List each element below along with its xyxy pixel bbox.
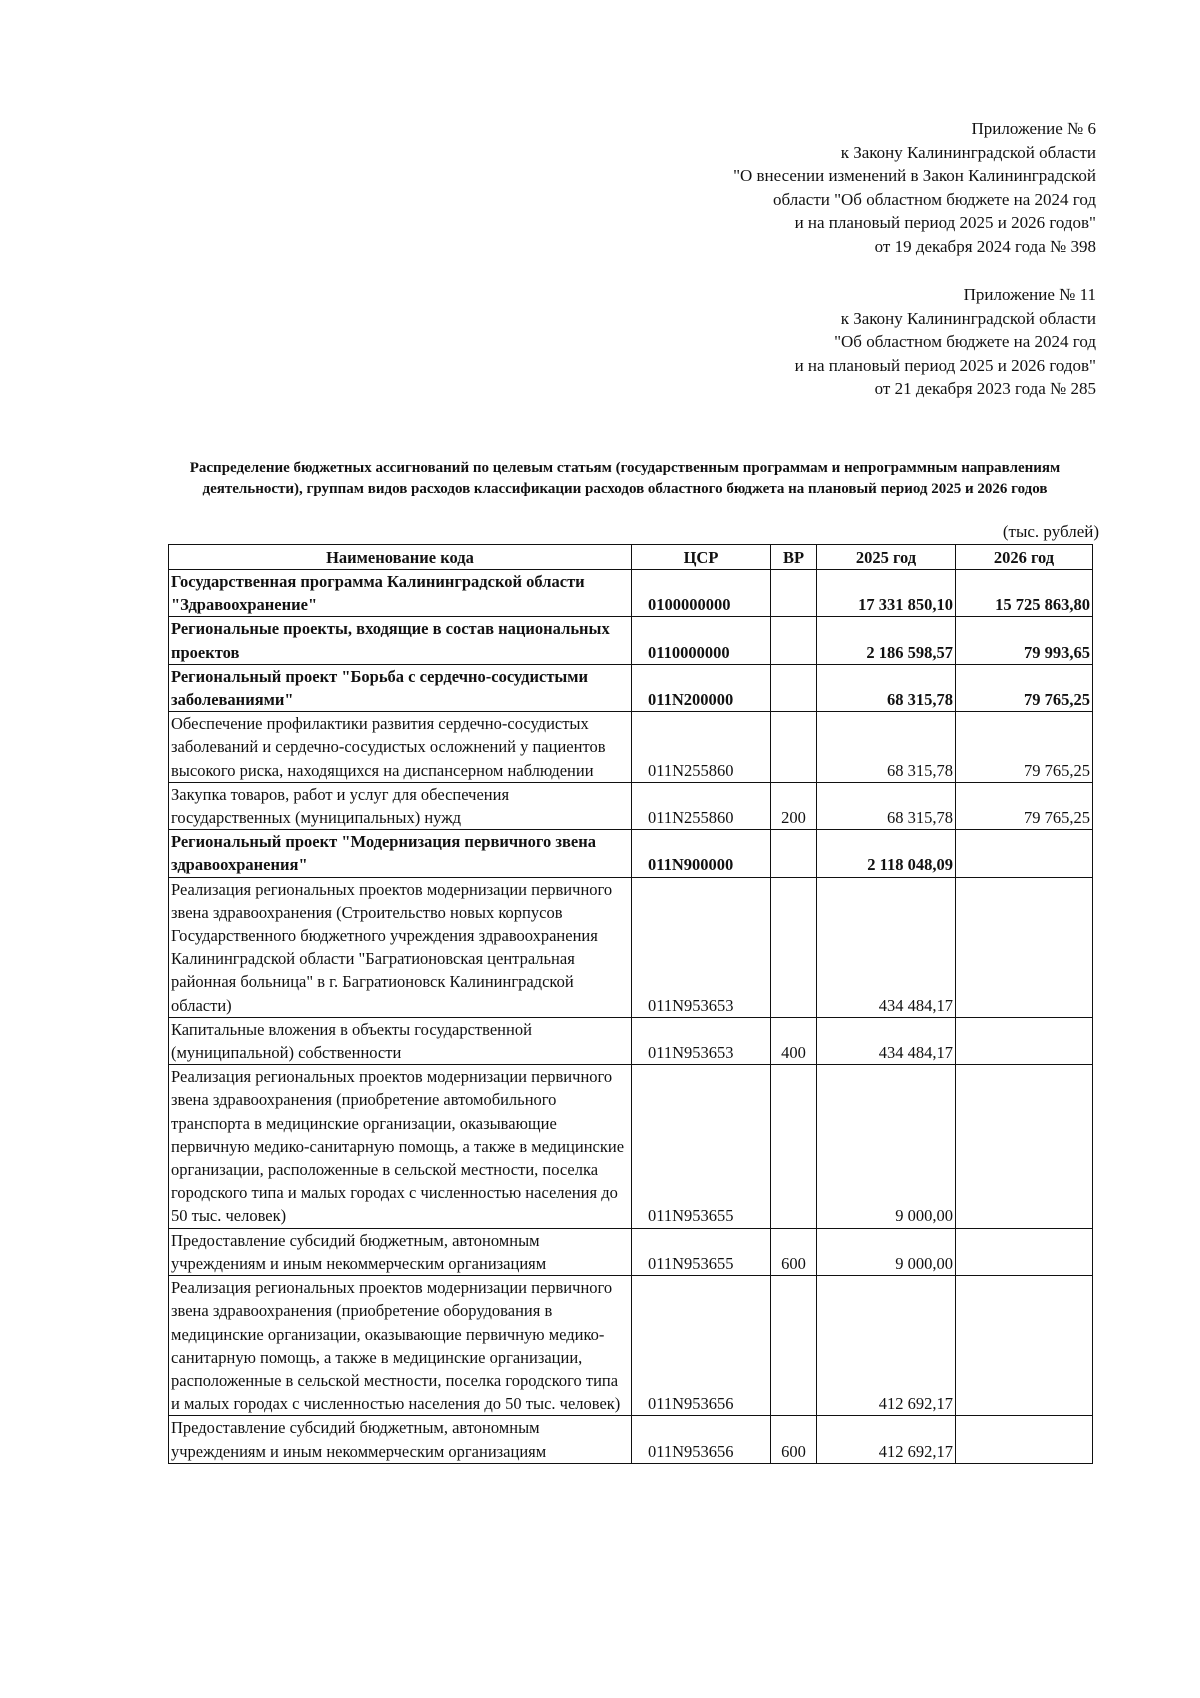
row-2026: 79 765,25 xyxy=(956,782,1093,829)
table-row xyxy=(169,617,1093,664)
annex-line: от 19 декабря 2024 года № 398 xyxy=(874,236,1096,256)
row-csr: 011N953655 xyxy=(632,1065,771,1228)
row-csr: 011N953653 xyxy=(632,1017,771,1064)
row-name: Региональные проекты, входящие в состав национальных проектов xyxy=(169,617,632,664)
row-vr: 600 xyxy=(771,1416,817,1463)
row-csr: 011N953656 xyxy=(632,1276,771,1416)
row-name: Региональный проект "Модернизация первичного звена здравоохранения" xyxy=(169,830,632,877)
row-name: Обеспечение профилактики развития сердечно-сосудистых заболеваний и сердечно-сосудистых осложнений у пациентов высокого риска, находящихся на диспансерном наблюдении xyxy=(169,712,632,783)
row-csr: 0100000000 xyxy=(632,570,771,617)
header-csr: ЦСР xyxy=(632,545,771,570)
row-csr: 011N200000 xyxy=(632,664,771,711)
table-row xyxy=(169,1228,1093,1275)
row-2026: 79 765,25 xyxy=(956,664,1093,711)
header-name: Наименование кода xyxy=(169,545,632,570)
row-2025: 9 000,00 xyxy=(817,1228,956,1275)
row-2026 xyxy=(956,830,1093,877)
row-vr: 200 xyxy=(771,782,817,829)
row-2026: 79 765,25 xyxy=(956,712,1093,783)
row-2026 xyxy=(956,1416,1093,1463)
annex-6-header xyxy=(733,117,1096,259)
row-2025: 68 315,78 xyxy=(817,664,956,711)
table-row xyxy=(169,877,1093,1017)
row-2025: 68 315,78 xyxy=(817,712,956,783)
row-2025: 412 692,17 xyxy=(817,1276,956,1416)
row-vr xyxy=(771,664,817,711)
table-row xyxy=(169,1416,1093,1463)
row-2026: 15 725 863,80 xyxy=(956,570,1093,617)
annex-line: и на плановый период 2025 и 2026 годов" xyxy=(794,355,1096,375)
row-vr xyxy=(771,1276,817,1416)
table-row xyxy=(169,782,1093,829)
row-2025: 2 186 598,57 xyxy=(817,617,956,664)
row-name: Капитальные вложения в объекты государственной (муниципальной) собственности xyxy=(169,1017,632,1064)
table-row xyxy=(169,664,1093,711)
row-2026 xyxy=(956,1228,1093,1275)
annex-line: и на плановый период 2025 и 2026 годов" xyxy=(794,213,1096,233)
row-vr xyxy=(771,617,817,664)
row-csr: 011N255860 xyxy=(632,782,771,829)
row-2026: 79 993,65 xyxy=(956,617,1093,664)
row-csr: 011N255860 xyxy=(632,712,771,783)
row-vr xyxy=(771,570,817,617)
row-2025: 412 692,17 xyxy=(817,1416,956,1463)
header-vr: ВР xyxy=(771,545,817,570)
row-name: Закупка товаров, работ и услуг для обеспечения государственных (муниципальных) нужд xyxy=(169,782,632,829)
annex-line: к Закону Калининградской области xyxy=(840,142,1096,162)
annex-line: к Закону Калининградской области xyxy=(840,308,1096,328)
document-title: Распределение бюджетных ассигнований по целевым статьям (государственным программам и непрограммным направлениям деятельности), группам видов расходов классификации расходов областного бюджета на плановый период 2025 и 2026 годов xyxy=(189,460,1061,497)
table-header-row xyxy=(169,545,1093,570)
row-vr xyxy=(771,877,817,1017)
table-row xyxy=(169,1276,1093,1416)
row-vr: 600 xyxy=(771,1228,817,1275)
row-vr xyxy=(771,1065,817,1228)
row-csr: 011N953656 xyxy=(632,1416,771,1463)
header-2026: 2026 год xyxy=(956,545,1093,570)
row-csr: 0110000000 xyxy=(632,617,771,664)
annex-line: "Об областном бюджете на 2024 год xyxy=(834,332,1096,352)
annex-line: Приложение № 6 xyxy=(971,119,1096,138)
row-2025: 434 484,17 xyxy=(817,877,956,1017)
row-name: Реализация региональных проектов модернизации первичного звена здравоохранения (Строительство новых корпусов Государственного бюджетного учреждения здравоохранения Калининградской области "Багратионовская центральная районная больница" в г. Багратионовск Калининградской области) xyxy=(169,877,632,1017)
row-2025: 434 484,17 xyxy=(817,1017,956,1064)
table-row xyxy=(169,1017,1093,1064)
row-vr xyxy=(771,830,817,877)
row-2026 xyxy=(956,1017,1093,1064)
table-row xyxy=(169,1065,1093,1228)
row-vr xyxy=(771,712,817,783)
row-2026 xyxy=(956,877,1093,1017)
row-csr: 011N953653 xyxy=(632,877,771,1017)
row-2026 xyxy=(956,1276,1093,1416)
budget-table xyxy=(168,544,1093,1464)
row-vr: 400 xyxy=(771,1017,817,1064)
row-2025: 9 000,00 xyxy=(817,1065,956,1228)
table-row xyxy=(169,830,1093,877)
row-csr: 011N953655 xyxy=(632,1228,771,1275)
header-2025: 2025 год xyxy=(817,545,956,570)
row-2026 xyxy=(956,1065,1093,1228)
table-row xyxy=(169,712,1093,783)
annex-line: Приложение № 11 xyxy=(963,285,1096,304)
row-name: Предоставление субсидий бюджетным, автономным учреждениям и иным некоммерческим организациям xyxy=(169,1416,632,1463)
annex-line: области "Об областном бюджете на 2024 год xyxy=(773,189,1096,209)
table-row xyxy=(169,570,1093,617)
annex-11-header xyxy=(795,283,1096,401)
row-name: Региональный проект "Борьба с сердечно-сосудистыми заболеваниями" xyxy=(169,664,632,711)
row-2025: 68 315,78 xyxy=(817,782,956,829)
row-name: Реализация региональных проектов модернизации первичного звена здравоохранения (приобретение оборудования в медицинские организации, оказывающие первичную медико-санитарную помощь, а также в медицинские организации, расположенные в сельской местности, поселка городского типа и малых городах с численностью населения до 50 тыс. человек) xyxy=(169,1276,632,1416)
row-csr: 011N900000 xyxy=(632,830,771,877)
annex-line: от 21 декабря 2023 года № 285 xyxy=(874,379,1096,399)
row-2025: 2 118 048,09 xyxy=(817,830,956,877)
row-name: Предоставление субсидий бюджетным, автономным учреждениям и иным некоммерческим организациям xyxy=(169,1228,632,1275)
row-2025: 17 331 850,10 xyxy=(817,570,956,617)
row-name: Реализация региональных проектов модернизации первичного звена здравоохранения (приобретение автомобильного транспорта в медицинские организации, оказывающие первичную медико-санитарную помощь, а также в медицинские организации, расположенные в сельской местности, поселка городского типа и малых городах с численностью населения до 50 тыс. человек) xyxy=(169,1065,632,1228)
annex-line: "О внесении изменений в Закон Калининградской xyxy=(733,166,1096,186)
row-name: Государственная программа Калининградской области "Здравоохранение" xyxy=(169,570,632,617)
units-label: (тыс. рублей) xyxy=(1002,522,1099,541)
